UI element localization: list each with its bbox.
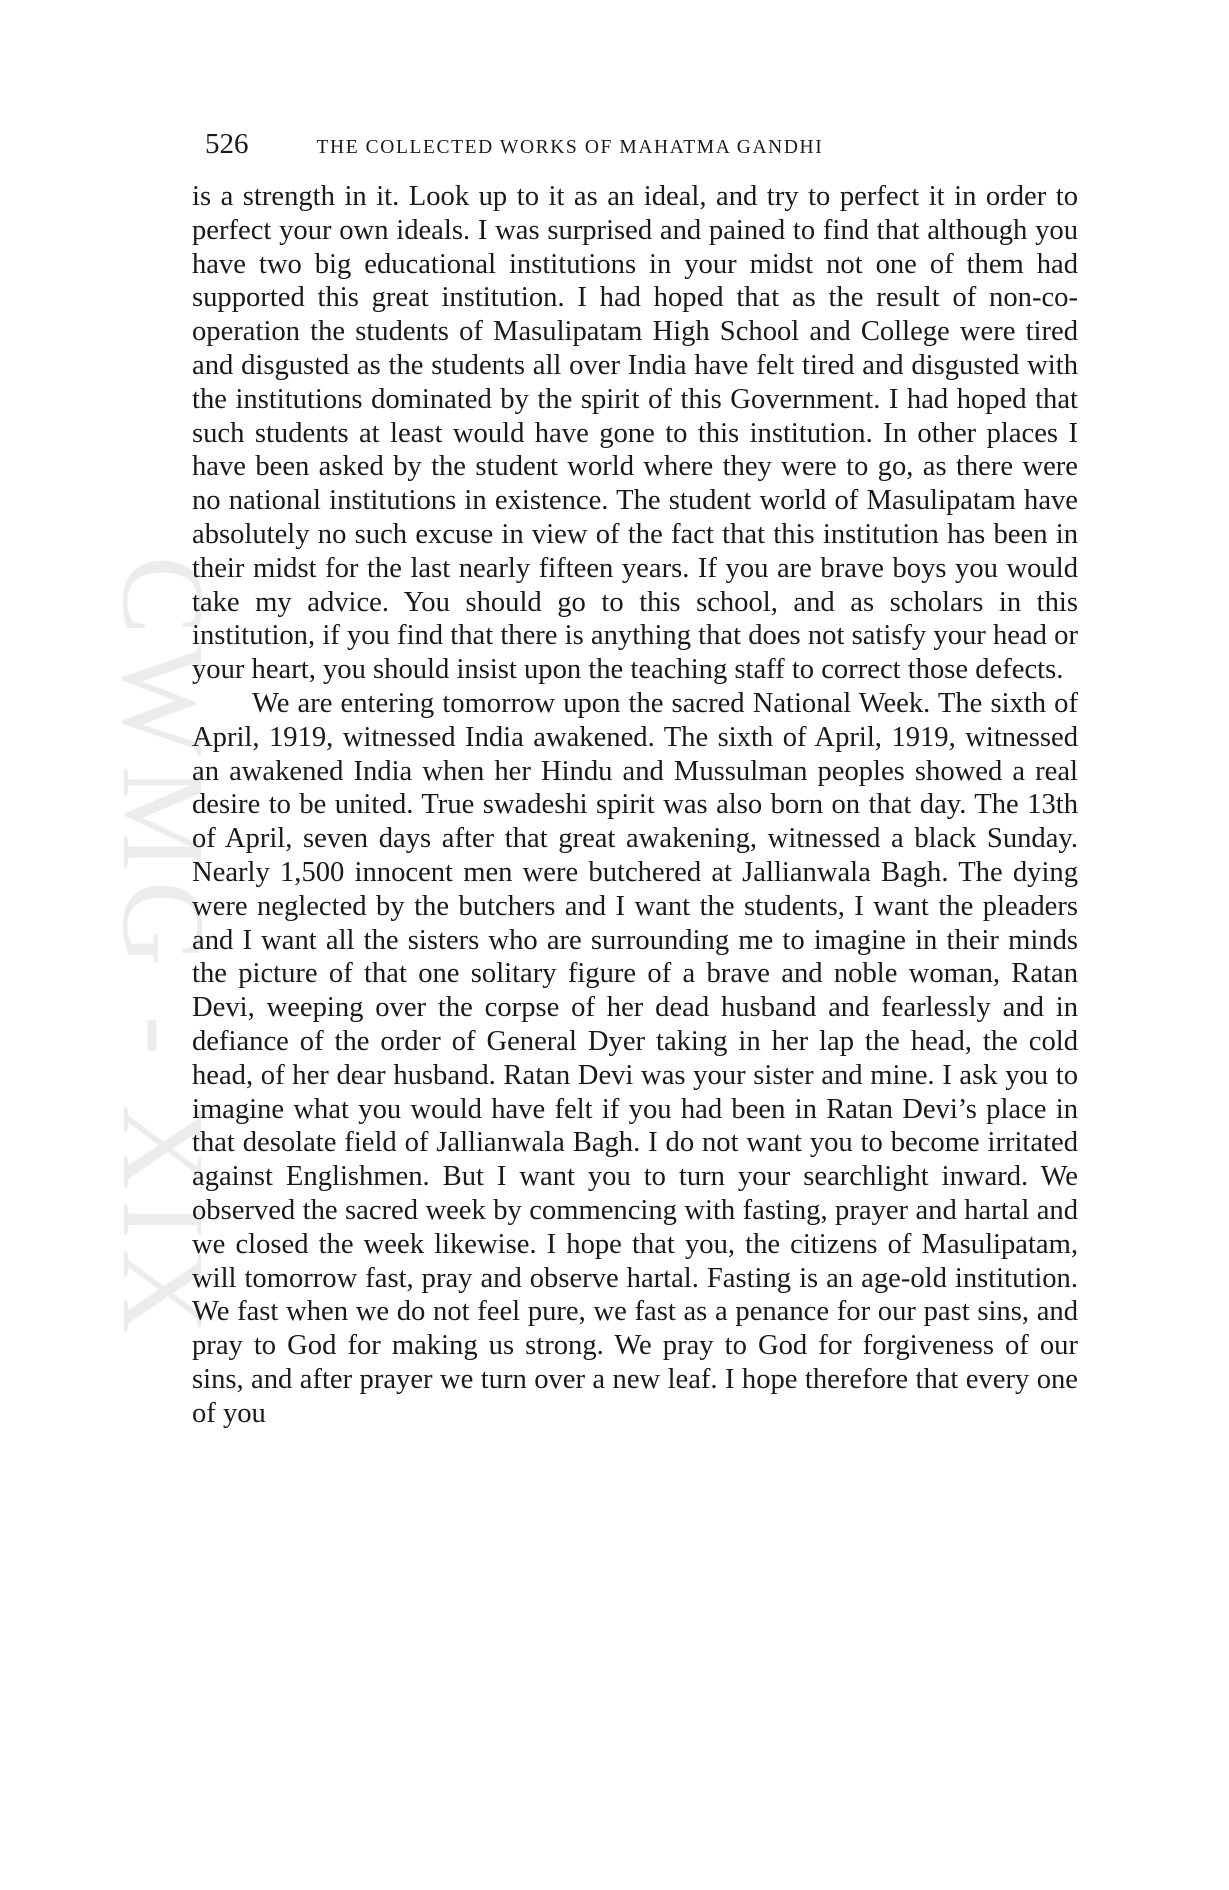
- paragraph: We are entering tomorrow upon the sacred National Week. The sixth of April, 1919, witnessed India awakened. The sixth of April, 1919, witnessed an awakened India when her Hindu and Mussulman peoples showed a real desire to be united. True swadeshi spirit was also born on that day. The 13th of April, seven days after that great awakening, witnessed a black Sunday. Nearly 1,500 innocent men were butchered at Jallianwala Bagh. The dying were neglected by the butchers and I want the students, I want the pleaders and I want all the sisters who are surrounding me to imagine in their minds the picture of that one solitary figure of a brave and noble woman, Ratan Devi, weeping over the corpse of her dead husband and fearlessly and in defiance of the order of General Dyer taking in her lap the head, the cold head, of her dear husband. Ratan Devi was your sister and mine. I ask you to imagine what you would have felt if you had been in Ratan Devi’s place in that desolate field of Jallianwala Bagh. I do not want you to become irritated against Englishmen. But I want you to turn your searchlight inward. We observed the sacred week by commencing with fasting, prayer and hartal and we closed the week likewise. I hope that you, the citizens of Masulipatam, will tomorrow fast, pray and observe hartal. Fasting is an age-old institution. We fast when we do not feel pure, we fast as a penance for our past sins, and pray to God for making us strong. We pray to God for forgiveness of our sins, and after prayer we turn over a new leaf. I hope therefore that every one of you: [192, 687, 1078, 1429]
- page-header: [205, 128, 1085, 168]
- paragraph: is a strength in it. Look up to it as an ideal, and try to perfect it in order to perfect your own ideals. I was surprised and pained to find that although you have two big educational institutions in your midst not one of them had supported this great institution. I had hoped that as the result of non-co-operation the students of Masulipatam High School and College were tired and disgusted as the students all over India have felt tired and disgusted with the institutions dominated by the spirit of this Government. I had hoped that such students at least would have gone to this institution. In other places I have been asked by the student world where they were to go, as there were no national institutions in existence. The student world of Masulipatam have absolutely no such excuse in view of the fact that this institution has been in their midst for the last nearly fifteen years. If you are brave boys you would take my advice. You should go to this school, and as scholars in this institution, if you find that there is anything that does not satisfy your head or your heart, you should insist upon the teaching staff to correct those defects.: [192, 181, 1078, 686]
- running-title: THE COLLECTED WORKS OF MAHATMA GANDHI: [316, 137, 824, 158]
- watermark-text: CWMG - XIX: [98, 555, 229, 1345]
- page-number: 526: [205, 128, 249, 160]
- body-text: [192, 180, 1078, 1430]
